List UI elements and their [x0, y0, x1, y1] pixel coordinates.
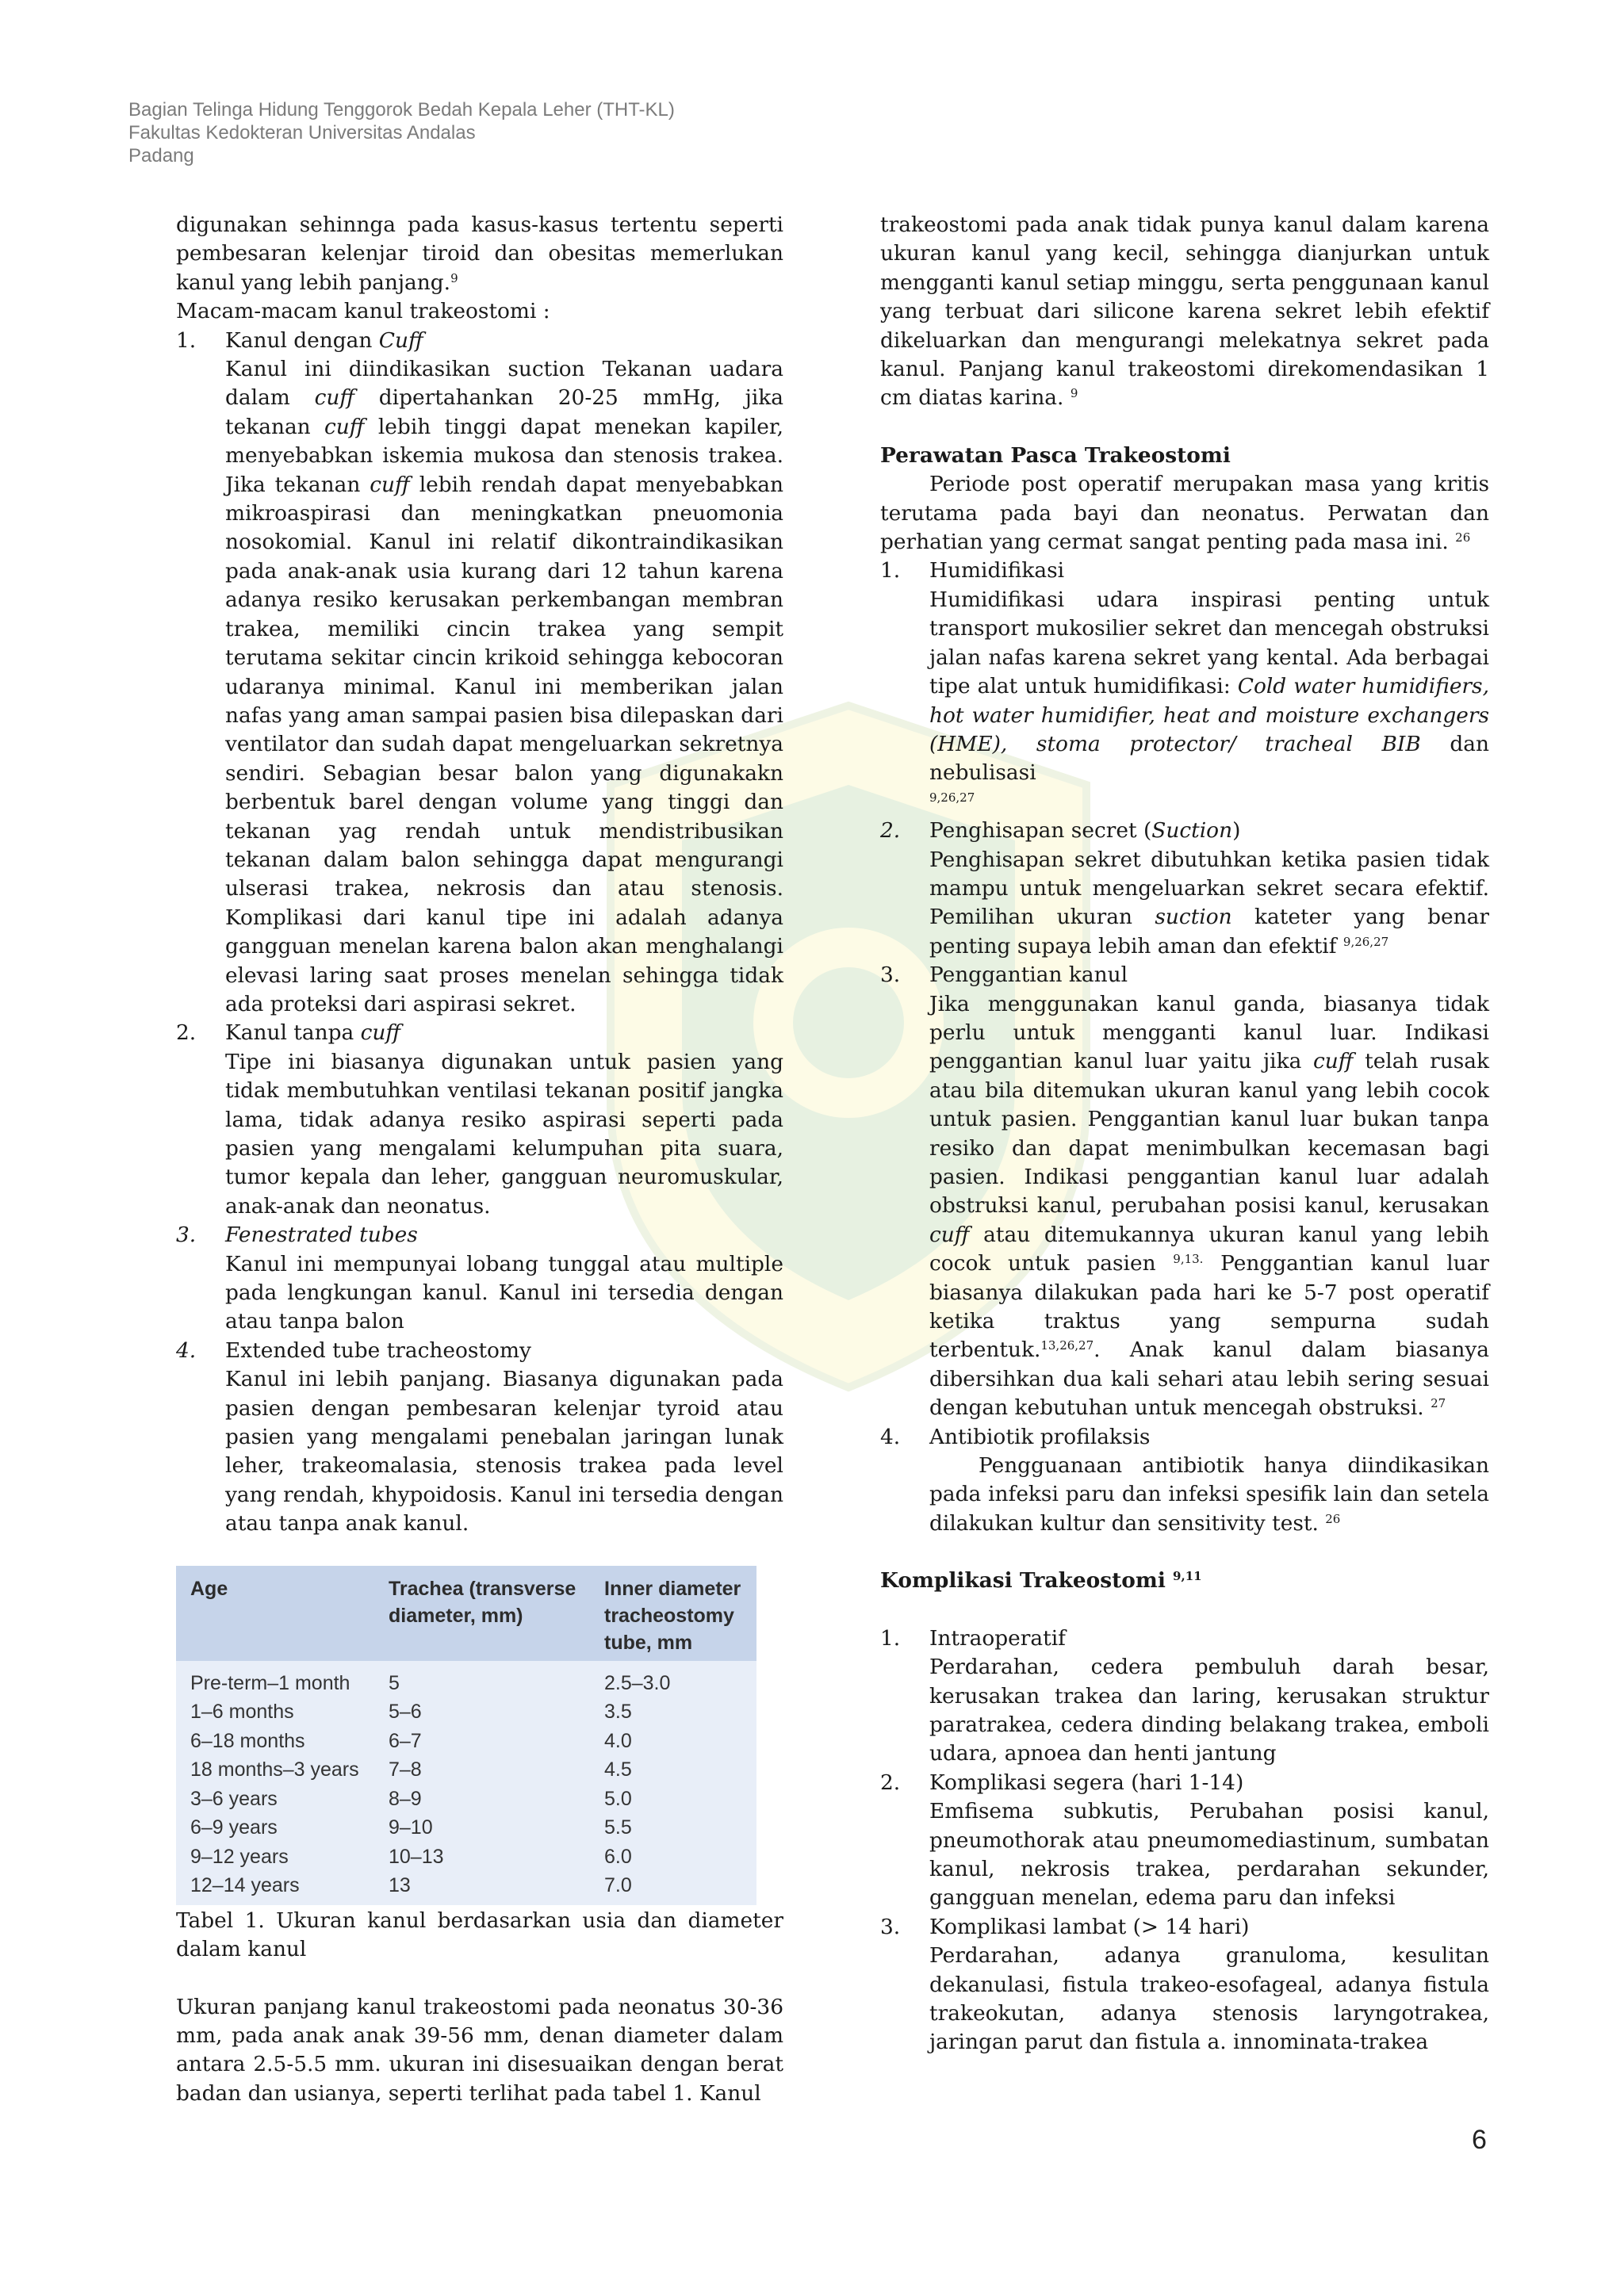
list-number: 4. [176, 1337, 197, 1363]
body-emphasis: cuff [370, 472, 410, 497]
body-text: trakeostomi pada anak tidak punya kanul dalam karena ukuran kanul yang kecil, sehingga dianjurkan untuk mengganti kanul setiap minggu, serta penggunaan kanul yang terbuat dari silicone karena sekret lebih efektif dikeluarkan dan mengurangi melekatnya sekret pada kanul. Panjang kanul trakeostomi direkomendasikan 1 cm diatas karina. [880, 212, 1489, 411]
right-column [880, 211, 1489, 2057]
list-item-body: Perdarahan, cedera pembuluh darah besar, kerusakan trakea dan laring, kerusakan struktur paratrakea, cedera dinding belakang trakea, emboli udara, apnoea dan henti jantung [929, 1655, 1489, 1766]
table-cell: 9–12 years [190, 1845, 289, 1868]
spacer [176, 1965, 783, 1993]
citation: 26 [1455, 530, 1471, 545]
types-label: Macam-macam kanul trakeostomi : [176, 299, 550, 324]
body-text: dan nebulisasi [929, 731, 1489, 786]
kanul-size-table [176, 1566, 756, 1905]
table-row [190, 1843, 756, 1872]
intro-paragraph [176, 211, 783, 297]
list-item-body: Kanul ini lebih panjang. Biasanya digunakan pada pasien dengan pembesaran kelenjar tyroid atau pasien yang mengalami penebalan jaringan lunak leher, trakeomalasia, stenosis trakea pada level yang rendah, khypoidosis. Kanul ini tersedia dengan atau tanpa anak kanul. [225, 1367, 783, 1536]
section-heading-care: Perawatan Pasca Trakeostomi [880, 442, 1231, 468]
spacer [880, 1538, 1489, 1567]
table-row [190, 1697, 756, 1727]
table-cell: 6.0 [604, 1845, 632, 1868]
table-cell: 7.0 [604, 1874, 632, 1897]
list-item-body [225, 355, 783, 1019]
table-cell: 6–7 [389, 1729, 422, 1752]
table-cell: 6–9 years [190, 1816, 278, 1839]
list-item-body [929, 846, 1489, 962]
body-emphasis: cuff [929, 1222, 970, 1247]
table-cell: 4.5 [604, 1758, 632, 1781]
list-item-title [225, 1221, 783, 1249]
body-emphasis: Cold water humidifiers, hot water humidifier, heat and moisture exchangers (HME), stoma protector/ tracheal BIB [929, 674, 1489, 756]
list-number: 2. [880, 1770, 901, 1795]
body-text: kateter yang benar penting supaya lebih aman dan efektif [929, 905, 1489, 959]
list-number: 3. [176, 1223, 197, 1248]
table-cell: 5.0 [604, 1787, 632, 1810]
list-item-title: Antibiotik profilaksis [929, 1424, 1151, 1449]
title-emphasis: Cuff [378, 327, 423, 353]
list-number: 1. [176, 327, 197, 353]
list-item-cuff [176, 327, 783, 1020]
body-text: Penggantian kanul luar biasanya dilakukan pada hari ke 5-7 post operatif ketika traktus yang sempurna sudah terbentuk. [929, 1251, 1490, 1363]
body-text: Pengguanaan antibiotik hanya diindikasikan pada infeksi paru dan infeksi spesifik lain dan setela dilakukan kultur dan sensitivity test. [929, 1453, 1489, 1536]
title-text: Kanul tanpa [225, 1020, 361, 1046]
list-number: 1. [880, 558, 901, 584]
body-text: Periode post operatif merupakan masa yang kritis terutama pada bayi dan neonatus. Perwatan dan perhatian yang cermat sangat penting pada masa ini. [880, 472, 1489, 555]
care-item-antibiotics [880, 1423, 1489, 1539]
table-cell: 4.0 [604, 1729, 632, 1752]
table-cell: 5–6 [389, 1701, 422, 1724]
section-heading-complications [880, 1567, 1489, 1595]
list-item-body: Tipe ini biasanya digunakan untuk pasien yang tidak membutuhkan ventilasi tekanan positif jangka lama, tidak adanya resiko aspirasi seperti pada pasien yang mengalami kelumpuhan pita suara, tumor kepala dan leher, gangguan neuromuskular, anak-anak dan neonatus. [225, 1049, 783, 1219]
list-item-title [225, 1019, 783, 1047]
intro-text: digunakan sehinnga pada kasus-kasus tertentu seperti pembesaran kelenjar tiroid dan obesitas memerlukan kanul yang lebih panjang. [176, 212, 783, 295]
title-text: Kanul dengan [225, 327, 379, 353]
table-caption: Tabel 1. Ukuran kanul berdasarkan usia dan diameter dalam kanul [176, 1908, 783, 1962]
body-text: Humidifikasi udara inspirasi penting untuk transport mukosilier sekret dan mencegah obstruksi jalan nafas karena sekret yang kental. Ada berbagai tipe alat untuk humidifikasi: [929, 587, 1489, 699]
table-cell: 6–18 months [190, 1729, 305, 1752]
body-text: atau ditemukannya ukuran kanul yang lebih cocok untuk pasien [929, 1222, 1489, 1276]
body-text: Kanul ini diindikasikan suction Tekanan uadara dalam [225, 357, 783, 411]
body-text: Penghisapan sekret dibutuhkan ketika pasien tidak mampu untuk mengeluarkan sekret secara efektif. Pemilihan ukuran [929, 847, 1489, 930]
heading-text: Komplikasi Trakeostomi [880, 1568, 1166, 1594]
body-emphasis: cuff [314, 385, 355, 411]
body-text: Jika menggunakan kanul ganda, biasanya tidak perlu untuk mengganti kanul luar. Indikasi penggantian kanul luar yaitu jika [929, 991, 1489, 1074]
table-cell: 7–8 [389, 1758, 422, 1781]
citation: 9,11 [1173, 1569, 1202, 1584]
table-cell: 1–6 months [190, 1701, 294, 1724]
spacer [880, 1596, 1489, 1624]
continuation-paragraph [880, 211, 1489, 413]
table-cell: Pre-term–1 month [190, 1671, 350, 1694]
header-line-3: Padang [128, 145, 194, 166]
body-emphasis: suction [1155, 905, 1232, 930]
table-header-cell: Trachea (transverse diameter, mm) [389, 1577, 576, 1627]
list-item-title: Extended tube tracheostomy [225, 1337, 531, 1363]
body-emphasis: cuff [324, 414, 365, 439]
body-text: dipertahankan 20-25 mmHg, jika tekanan [225, 385, 783, 439]
complication-late [880, 1913, 1489, 2057]
body-text: lebih tinggi dapat menekan kapiler, menyebabkan iskemia mukosa dan stenosis trakea. Jika tekanan [225, 414, 783, 497]
left-column [176, 211, 783, 2108]
complication-intraoperative [880, 1624, 1489, 1769]
body-text: lebih rendah dapat menyebabkan mikroaspirasi dan meningkatkan pneuomonia nosokomial. Kanul ini relatif dikontraindikasikan pada anak-anak usia kurang dari 12 tahun karena adanya resiko kerusakan perkembangan membran trakea, memiliki cincin trakea yang sempit terutama sekitar cincin krikoid sehingga kebocoran udaranya minimal. Kanul ini memberikan jalan nafas yang aman sampai pasien bisa dilepaskan dari ventilator dan sudah dapat mengeluarkan sekretnya sendiri. Sebagian besar balon yang digunakakn berbentuk barel dengan volume yang tinggi dan tekanan yag rendah untuk mendistribusikan tekanan dalam balon sehingga dapat mengurangi ulserasi trakea, nekrosis dan atau stenosis. Komplikasi dari kanul tipe ini adalah adanya gangguan menelan karena balon akan menghalangi elevasi laring saat proses menelan sehingga tidak ada proteksi dari aspirasi sekret. [225, 472, 783, 1016]
body-emphasis: cuff [1312, 1049, 1354, 1074]
care-item-humidification [880, 557, 1489, 817]
table-row [190, 1755, 756, 1785]
care-intro-paragraph [880, 470, 1489, 557]
citation: 13,26,27 [1040, 1338, 1094, 1353]
care-item-cannula-change [880, 961, 1489, 1423]
table-cell: 5.5 [604, 1816, 632, 1839]
list-item-fenestrated [176, 1221, 783, 1337]
page-header [128, 98, 675, 167]
list-item-title [929, 817, 1489, 845]
table-cell: 10–13 [389, 1845, 444, 1868]
list-number: 2. [176, 1020, 197, 1046]
list-item-body: Emfisema subkutis, Perubahan posisi kanul, pneumothorak atau pneumomediastinum, sumbatan kanul, nekrosis trakea, perdarahan sekunder, gangguan menelan, edema paru dan infeksi [929, 1799, 1489, 1911]
body-text: . Anak kanul dalam biasanya dibersihkan dua kali sehari atau lebih sering sesuai dengan kebutuhan untuk mencegah obstruksi. [929, 1337, 1489, 1421]
table-cell: 9–10 [389, 1816, 433, 1839]
table-cell: 8–9 [389, 1787, 422, 1810]
list-number: 3. [880, 962, 901, 988]
table-body [176, 1661, 756, 1905]
title-emphasis: Suction [1151, 818, 1233, 844]
table-cell: 12–14 years [190, 1874, 300, 1897]
list-number: 1. [880, 1625, 901, 1651]
title-text: Penghisapan secret ( [929, 818, 1152, 844]
list-item-body [929, 1452, 1489, 1538]
table-cell: 5 [389, 1671, 400, 1694]
outro-paragraph: Ukuran panjang kanul trakeostomi pada neonatus 30-36 mm, pada anak anak 39-56 mm, denan diameter dalam antara 2.5-5.5 mm. ukuran ini disesuaikan dengan berat badan dan usianya, seperti terlihat pada tabel 1. Kanul [176, 1994, 783, 2106]
list-item-title: Penggantian kanul [929, 962, 1128, 988]
table-row [190, 1727, 756, 1756]
list-item-title: Intraoperatif [929, 1625, 1066, 1651]
citation: 9 [450, 270, 458, 285]
table-cell: 13 [389, 1874, 411, 1897]
complication-immediate [880, 1769, 1489, 1913]
list-item-extended [176, 1337, 783, 1539]
table-header-cell: Inner diameter tracheostomy tube, mm [604, 1577, 741, 1654]
citation: 26 [1325, 1511, 1341, 1526]
table-cell: 3–6 years [190, 1787, 278, 1810]
list-number: 4. [880, 1424, 901, 1449]
list-number: 2. [880, 818, 901, 844]
citation: 27 [1431, 1396, 1446, 1411]
header-line-1: Bagian Telinga Hidung Tenggorok Bedah Kepala Leher (THT-KL) [128, 99, 675, 121]
table-cell: 2.5–3.0 [604, 1671, 671, 1694]
table-row [190, 1785, 756, 1814]
list-item-no-cuff [176, 1019, 783, 1221]
list-item-title [225, 327, 783, 355]
table-cell: 3.5 [604, 1701, 632, 1724]
table-row [190, 1813, 756, 1843]
table-header-cell: Age [190, 1577, 228, 1600]
citation: 9 [1070, 386, 1078, 401]
table-row [190, 1669, 756, 1698]
list-item-title: Komplikasi segera (hari 1-14) [929, 1770, 1244, 1795]
header-line-2: Fakultas Kedokteran Universitas Andalas [128, 122, 476, 144]
title-emphasis: cuff [360, 1020, 401, 1046]
list-item-body [929, 990, 1489, 1423]
title-emphasis: Fenestrated tubes [225, 1223, 418, 1248]
spacer [880, 413, 1489, 442]
list-item-title: Komplikasi lambat (> 14 hari) [929, 1914, 1250, 1939]
table-cell: 18 months–3 years [190, 1758, 359, 1781]
page-number: 6 [1472, 2125, 1487, 2155]
list-item-body: Kanul ini mempunyai lobang tunggal atau multiple pada lengkungan kanul. Kanul ini tersedia dengan atau tanpa balon [225, 1251, 783, 1334]
table-row [190, 1871, 756, 1900]
care-item-suction [880, 817, 1489, 961]
body-text: telah rusak atau bila ditemukan ukuran kanul yang lebih cocok untuk pasien. Penggantian kanul luar bukan tanpa resiko dan dapat menimbulkan kecemasan bagi pasien. Indikasi penggantian kanul luar adalah obstruksi kanul, perubahan posisi kanul, kerusakan [929, 1049, 1489, 1219]
list-item-title: Humidifikasi [929, 558, 1065, 584]
citation: 9,26,27 [1342, 934, 1389, 949]
table-header-row [176, 1566, 756, 1661]
list-number: 3. [880, 1914, 901, 1939]
list-item-body: Perdarahan, adanya granuloma, kesulitan dekanulasi, fistula trakeo-esofageal, adanya fistula trakeokutan, adanya stenosis laryngotrakea, jaringan parut dan fistula a. innominata-trakea [929, 1943, 1489, 2055]
citation: 9,26,27 [929, 790, 975, 805]
title-text: ) [1232, 818, 1241, 844]
list-item-body [929, 586, 1489, 817]
citation: 9,13. [1173, 1252, 1204, 1267]
